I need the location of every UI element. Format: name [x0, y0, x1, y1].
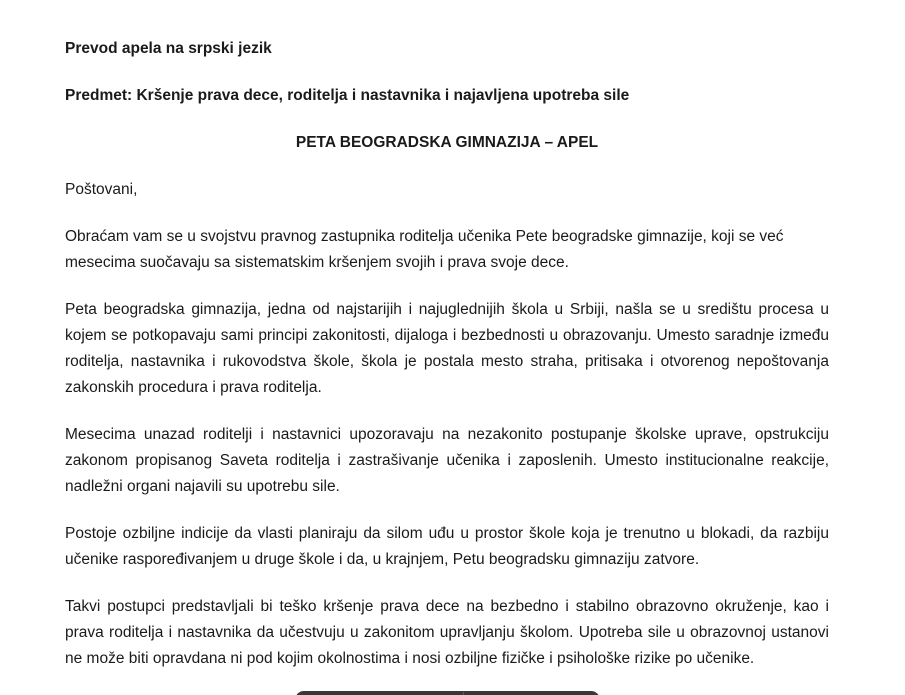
- paragraph-3: Mesecima unazad roditelji i nastavnici upozoravaju na nezakonito postupanje školske uprave, opstrukciju zakonom propisanog Saveta roditelja i zastrašivanje učenika i zaposlenih. Umesto institucionalne reakcije, nadležni organi najavili su upotrebu sile.: [65, 426, 829, 495]
- subject-heading: Predmet: Kršenje prava dece, roditelja i nastavnika i najavljena upotreba sile: [65, 87, 630, 104]
- document-title: PETA BEOGRADSKA GIMNAZIJA – APEL: [295, 134, 599, 151]
- lead-heading: Prevod apela na srpski jezik: [65, 40, 272, 57]
- paragraph-5: Takvi postupci predstavljali bi teško kršenje prava dece na bezbedno i stabilno obrazovno okruženje, kao i prava roditelja i nastavnika da učestvuju u zakonitom upravljanju školom. Upotreba sile u obrazovnoj ustanovi ne može biti opravdana ni pod kojim okolnostima i nosi ozbiljne fizičke i psihološke rizike po učenike.: [65, 598, 829, 667]
- document-content: [65, 36, 829, 693]
- paragraph-2: Peta beogradska gimnazija, jedna od najstarijih i najuglednijih škola u Srbiji, našla se u središtu procesa u kojem se potkopavaju sami principi zakonitosti, dijaloga i bezbednosti u obrazovanju. Umesto saradnje između roditelja, nastavnika i rukovodstva škole, škola je postala mesto straha, pritisaka i otvorenog nepoštovanja zakonskih procedura i prava roditelja.: [65, 301, 829, 396]
- salutation: Poštovani,: [65, 181, 138, 198]
- paragraph-1: Obraćam vam se u svojstvu pravnog zastupnika roditelja učenika Pete beogradske gimnazije, koji se već mesecima suočavaju sa sistematskim kršenjem svojih i prava svoje dece.: [65, 228, 784, 271]
- paragraph-4: Postoje ozbiljne indicije da vlasti planiraju da silom uđu u prostor škole koja je trenutno u blokadi, da razbiju učenike raspoređivanjem u druge škole i da, u krajnjem, Petu beogradsku gimnaziju zatvore.: [65, 525, 829, 568]
- bottom-dark-bar[interactable]: [295, 691, 600, 695]
